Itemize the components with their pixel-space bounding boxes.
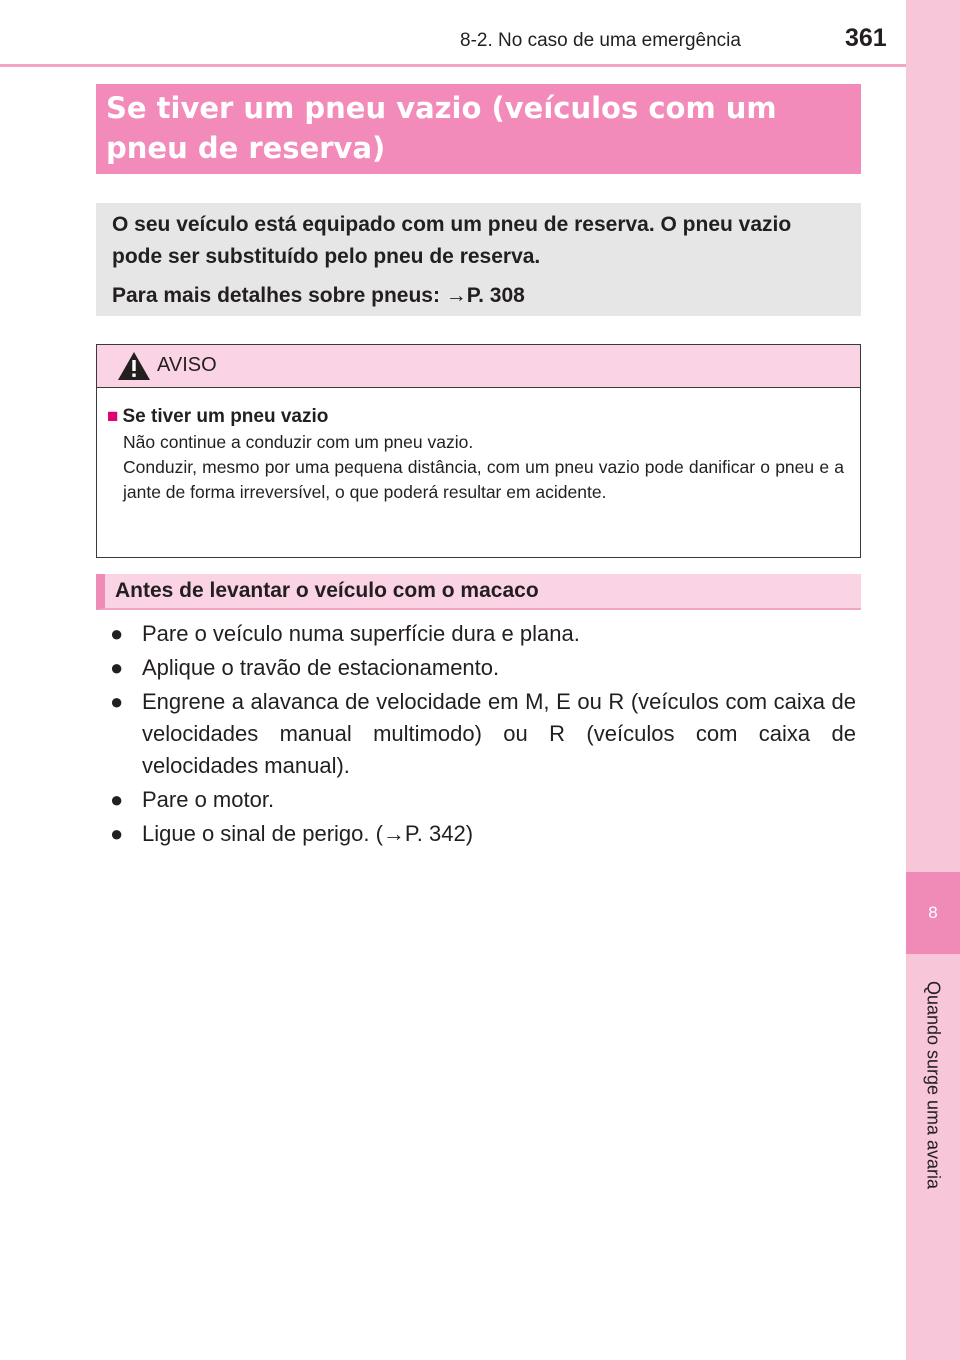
list-item-text: Pare o motor. [142, 787, 275, 812]
page-number: 361 [845, 24, 887, 52]
list-item-text: Pare o veículo numa superfície dura e plana. [142, 621, 580, 646]
subsection-heading: Antes de levantar o veículo com o macaco [96, 574, 861, 610]
intro-reference: Para mais detalhes sobre pneus: →P. 308 [112, 284, 525, 307]
list-item-text: Aplique o travão de estacionamento. [142, 655, 500, 680]
intro-box [96, 203, 861, 316]
bullet-dot-icon: ● [110, 787, 124, 812]
list-item [110, 652, 856, 684]
steps-list [110, 618, 856, 852]
warning-box [96, 344, 861, 558]
chapter-title: Quando surge uma avaria [923, 980, 944, 1190]
list-item-text: Ligue o sinal de perigo. (→P. 342) [142, 821, 474, 846]
list-item [110, 784, 856, 816]
warning-body [97, 388, 860, 505]
chapter-number: 8 [928, 903, 938, 922]
warning-paragraph: Conduzir, mesmo por uma pequena distância, com um pneu vazio pode danificar o pneu e a jante de forma irreversível, o que poderá resultar em acidente. [123, 457, 844, 502]
warning-triangle-icon [117, 351, 151, 381]
page-title: Se tiver um pneu vazio (veículos com um pneu de reserva) [106, 91, 777, 165]
warning-header [97, 345, 860, 388]
warning-label: AVISO [157, 354, 217, 376]
warning-heading [107, 404, 844, 430]
bullet-dot-icon: ● [110, 621, 124, 646]
bullet-dot-icon: ● [110, 655, 124, 680]
header-divider [0, 64, 906, 67]
title-banner [96, 84, 861, 174]
list-item [110, 818, 856, 850]
list-item [110, 618, 856, 650]
list-item [110, 686, 856, 782]
list-item-text: Engrene a alavanca de velocidade em M, E ou R (veículos com caixa de velocidades manual multimodo) ou R (veículos com caixa de velocidades manual). [142, 689, 856, 778]
square-bullet-icon: ■ [107, 406, 119, 427]
chapter-number-box [906, 872, 960, 954]
bullet-dot-icon: ● [110, 689, 124, 714]
bullet-dot-icon: ● [110, 821, 124, 846]
intro-text: O seu veículo está equipado com um pneu de reserva. O pneu vazio pode ser substituído pelo pneu de reserva. [112, 213, 792, 268]
warning-paragraph: Não continue a conduzir com um pneu vazio. [123, 432, 474, 452]
warning-text [123, 430, 844, 505]
section-label: 8-2. No caso de uma emergência [460, 30, 741, 51]
warning-heading-text: Se tiver um pneu vazio [122, 406, 329, 427]
